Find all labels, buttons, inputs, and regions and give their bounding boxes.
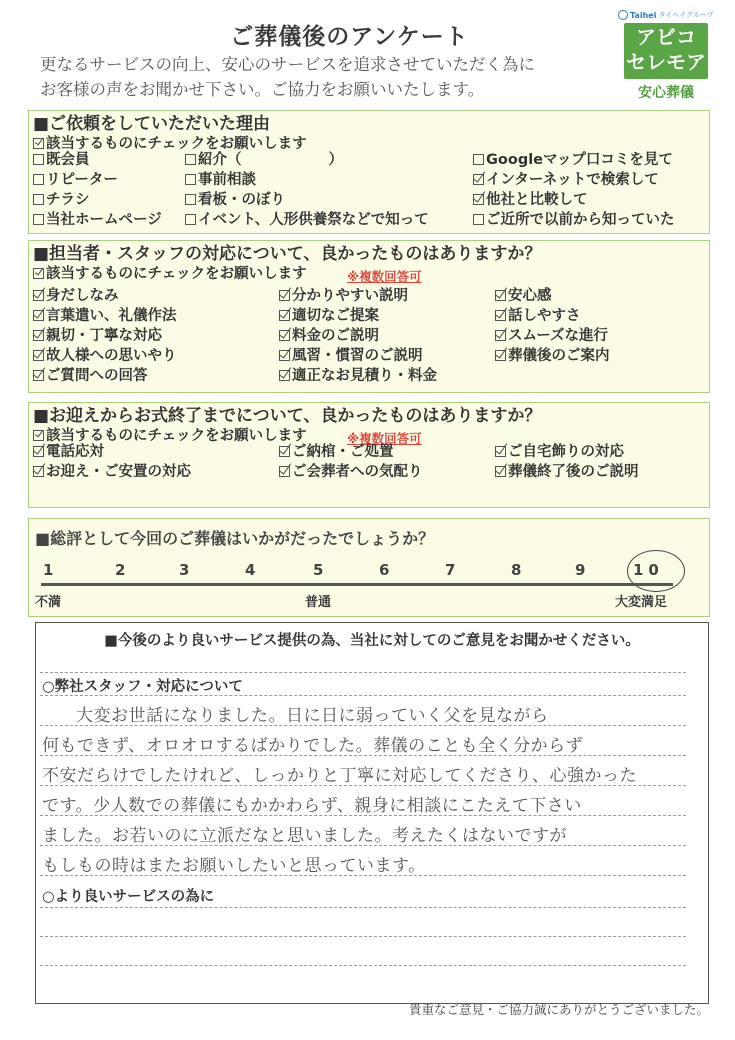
handwritten-comment-line: ました。お若いのに立派だなと思いました。考えたくはないですが	[42, 826, 567, 846]
checked-checkbox-icon[interactable]	[33, 466, 44, 477]
checkbox-icon[interactable]	[33, 214, 44, 225]
dashed-line	[40, 695, 686, 696]
checked-checkbox-icon[interactable]	[33, 446, 44, 457]
rating-option-3[interactable]: 3	[179, 561, 190, 579]
checkbox-label: Googleマップ口コミを見て	[486, 152, 673, 168]
checkbox-item[interactable]	[495, 463, 639, 482]
label-average: 普通	[305, 595, 332, 610]
checkbox-label: 葬儀終了後のご説明	[508, 464, 639, 480]
handwritten-comment-line: 大変お世話になりました。日に日に弱っていく父を見ながら	[76, 706, 549, 726]
overall-rating	[28, 518, 710, 617]
checkbox-item[interactable]	[33, 327, 162, 346]
checkbox-label: ご納棺・ご処置	[292, 444, 394, 460]
checkbox-label: 電話応対	[46, 444, 104, 460]
dashed-line	[40, 755, 686, 756]
page-title: ご葬儀後のアンケート	[230, 24, 469, 50]
section-heading: ■お迎えからお式終了までについて、良かったものはありますか？	[33, 406, 542, 426]
checkbox-icon[interactable]	[185, 214, 196, 225]
rating-option-4[interactable]: 4	[245, 561, 256, 579]
checked-checkbox-icon[interactable]	[33, 310, 44, 321]
checkbox-label: 適切なご提案	[292, 308, 379, 324]
checkbox-item[interactable]	[33, 151, 90, 170]
dashed-line	[40, 845, 686, 846]
multi-answer-note: ※複数回答可	[347, 431, 422, 446]
rating-option-9[interactable]: 9	[575, 561, 586, 579]
checked-checkbox-icon[interactable]	[495, 310, 506, 321]
checkbox-item[interactable]	[279, 287, 408, 306]
checkbox-label: 事前相談	[198, 172, 256, 188]
checked-checkbox-icon[interactable]	[33, 290, 44, 301]
checkbox-icon	[33, 430, 44, 441]
dashed-line	[40, 907, 686, 908]
checkbox-icon	[33, 138, 44, 149]
section-heading: ■担当者・スタッフの対応について、良かったものはありますか？	[33, 244, 542, 264]
company-logo	[618, 10, 714, 102]
logo-tagline: 安心葬儀	[638, 85, 694, 101]
checkbox-item[interactable]	[33, 211, 162, 230]
improve-comment-label: ○より良いサービスの為に	[42, 889, 215, 905]
checkbox-label: インターネットで検索して	[486, 172, 659, 188]
checkbox-item[interactable]	[33, 171, 118, 190]
checked-checkbox-icon[interactable]	[495, 350, 506, 361]
handwritten-comment-line: です。少人数での葬儀にもかかわらず、親身に相談にこたえて下さい	[42, 796, 582, 816]
checkbox-label: 風習・慣習のご説明	[292, 348, 423, 364]
logo-box: アビコ セレモア	[624, 23, 708, 79]
intro-line-2: お客様の声をお聞かせ下さい。ご協力をお願いいたします。	[40, 80, 485, 99]
checkbox-item[interactable]	[473, 151, 673, 170]
dashed-line	[40, 725, 686, 726]
checked-checkbox-icon[interactable]	[33, 350, 44, 361]
instruction: 該当するものにチェックをお願いします	[33, 427, 709, 446]
checkbox-item[interactable]	[33, 367, 148, 386]
checkbox-item[interactable]	[495, 307, 581, 326]
comments-heading: ■今後のより良いサービス提供の為、当社に対してのご意見をお聞かせください。	[104, 633, 640, 649]
section-staff-response	[28, 240, 710, 393]
checkbox-icon[interactable]	[33, 194, 44, 205]
handwritten-comment-line: 何もできず、オロオロするばかりでした。葬儀のことも全く分からず	[42, 736, 584, 756]
checkbox-icon[interactable]	[185, 154, 196, 165]
multi-answer-note: ※複数回答可	[347, 269, 422, 284]
checkbox-label: 安心感	[508, 288, 552, 304]
dashed-line	[40, 815, 686, 816]
checkbox-label: 当社ホームページ	[46, 212, 162, 228]
dashed-line	[40, 672, 686, 673]
checkbox-item[interactable]	[33, 191, 90, 210]
checkbox-item[interactable]	[495, 327, 608, 346]
dashed-line	[40, 875, 686, 876]
checkbox-item[interactable]	[33, 463, 191, 482]
checkbox-label: ご質問への回答	[46, 368, 148, 384]
section-heading: ■ご依頼をしていただいた理由	[33, 114, 271, 134]
checkbox-item[interactable]	[495, 443, 624, 462]
checkbox-label: 話しやすさ	[508, 308, 581, 324]
rating-option-10[interactable]: 10	[633, 561, 664, 579]
checkbox-label: イベント、人形供養祭などで知って	[198, 212, 429, 228]
checkbox-item[interactable]	[279, 347, 423, 366]
rating-option-5[interactable]: 5	[313, 561, 324, 579]
group-brand: Taihei タイヘイグループ	[618, 10, 714, 20]
section-ceremony	[28, 402, 710, 508]
comments-box	[35, 622, 709, 1004]
staff-comment-label: ○弊社スタッフ・対応について	[42, 679, 243, 695]
rating-option-2[interactable]: 2	[115, 561, 126, 579]
checkbox-item[interactable]	[473, 211, 675, 230]
label-very-satisfied: 大変満足	[615, 595, 668, 610]
checkbox-icon[interactable]	[473, 214, 484, 225]
rating-option-7[interactable]: 7	[445, 561, 456, 579]
checkbox-icon[interactable]	[473, 154, 484, 165]
checkbox-icon[interactable]	[185, 174, 196, 185]
checkbox-label: お迎え・ご安置の対応	[46, 464, 191, 480]
checked-checkbox-icon[interactable]	[279, 310, 290, 321]
checkbox-label: スムーズな進行	[508, 328, 609, 344]
rating-question: ■総評として今回のご葬儀はいかがだったでしょうか？	[35, 529, 435, 548]
checked-checkbox-icon[interactable]	[495, 466, 506, 477]
checked-checkbox-icon[interactable]	[495, 446, 506, 457]
checkbox-label: リピーター	[46, 172, 118, 188]
checkbox-label: 既会員	[46, 152, 90, 168]
checkbox-item[interactable]	[33, 443, 104, 462]
checkbox-item[interactable]	[279, 463, 423, 482]
label-dissatisfied: 不満	[35, 595, 62, 610]
checkbox-item[interactable]	[279, 367, 437, 386]
handwritten-comment-line: 不安だらけでしたけれど、しっかりと丁寧に対応してくださり、心強かった	[42, 766, 637, 786]
checkbox-item[interactable]	[185, 191, 285, 210]
dashed-line	[40, 936, 686, 937]
checkbox-item[interactable]	[279, 443, 394, 462]
checkbox-label: 看板・のぼり	[198, 192, 285, 208]
checked-checkbox-icon[interactable]	[495, 290, 506, 301]
checked-checkbox-icon[interactable]	[279, 466, 290, 477]
checkbox-item[interactable]	[33, 347, 177, 366]
rating-option-6[interactable]: 6	[379, 561, 390, 579]
checked-checkbox-icon[interactable]	[279, 350, 290, 361]
thanks-footer: 貴重なご意見・ご協力誠にありがとうございました。	[408, 1002, 709, 1017]
checkbox-label: 親切・丁寧な対応	[46, 328, 162, 344]
checkbox-item[interactable]	[185, 171, 256, 190]
handwritten-comment-line: もしもの時はまたお願いしたいと思っています。	[42, 856, 426, 876]
checkbox-item[interactable]	[495, 347, 610, 366]
checked-checkbox-icon[interactable]	[279, 330, 290, 341]
checkbox-label: ご近所で以前から知っていた	[486, 212, 675, 228]
checkbox-label: ご会葬者への気配り	[292, 464, 423, 480]
checkbox-label: チラシ	[46, 192, 90, 208]
rating-option-8[interactable]: 8	[511, 561, 522, 579]
checked-checkbox-icon[interactable]	[473, 174, 484, 185]
checkbox-label: 紹介（ ）	[198, 152, 343, 168]
checkbox-icon[interactable]	[33, 174, 44, 185]
checkbox-icon[interactable]	[185, 194, 196, 205]
checkbox-item[interactable]	[279, 327, 379, 346]
intro-line-1: 更なるサービスの向上、安心のサービスを追求させていただく為に	[40, 55, 535, 74]
checkbox-item[interactable]	[33, 307, 177, 326]
intro-text	[40, 52, 535, 102]
rating-scale-line	[41, 583, 673, 586]
checkbox-label: ご自宅飾りの対応	[508, 444, 624, 460]
checked-checkbox-icon[interactable]	[33, 330, 44, 341]
checked-checkbox-icon[interactable]	[33, 370, 44, 381]
checkbox-item[interactable]	[495, 287, 552, 306]
taihei-mark-icon	[618, 10, 628, 20]
instruction: 該当するものにチェックをお願いします	[33, 265, 709, 284]
checked-checkbox-icon[interactable]	[495, 330, 506, 341]
checkbox-label: 分かりやすい説明	[292, 288, 408, 304]
checkbox-item[interactable]	[473, 191, 588, 210]
checkbox-label: 他社と比較して	[486, 192, 588, 208]
checkbox-label: 料金のご説明	[292, 328, 379, 344]
checked-checkbox-icon[interactable]	[279, 446, 290, 457]
checked-checkbox-icon[interactable]	[279, 290, 290, 301]
checked-checkbox-icon[interactable]	[473, 194, 484, 205]
checkbox-item[interactable]	[473, 171, 659, 190]
dashed-line	[40, 785, 686, 786]
checkbox-icon[interactable]	[33, 154, 44, 165]
checkbox-item[interactable]	[185, 151, 343, 170]
checkbox-label: 身だしなみ	[46, 288, 119, 304]
checkbox-label: 適正なお見積り・料金	[292, 368, 437, 384]
checkbox-icon	[33, 268, 44, 279]
checkbox-item[interactable]	[185, 211, 429, 230]
checked-checkbox-icon[interactable]	[279, 370, 290, 381]
checkbox-item[interactable]	[33, 287, 119, 306]
checkbox-label: 言葉遣い、礼儀作法	[46, 308, 177, 324]
checkbox-label: 故人様への思いやり	[46, 348, 177, 364]
dashed-line	[40, 965, 686, 966]
instruction: 該当するものにチェックをお願いします	[33, 135, 709, 154]
checkbox-label: 葬儀後のご案内	[508, 348, 610, 364]
checkbox-item[interactable]	[279, 307, 379, 326]
section-request-reason	[28, 110, 710, 234]
rating-option-1[interactable]: 1	[43, 561, 54, 579]
